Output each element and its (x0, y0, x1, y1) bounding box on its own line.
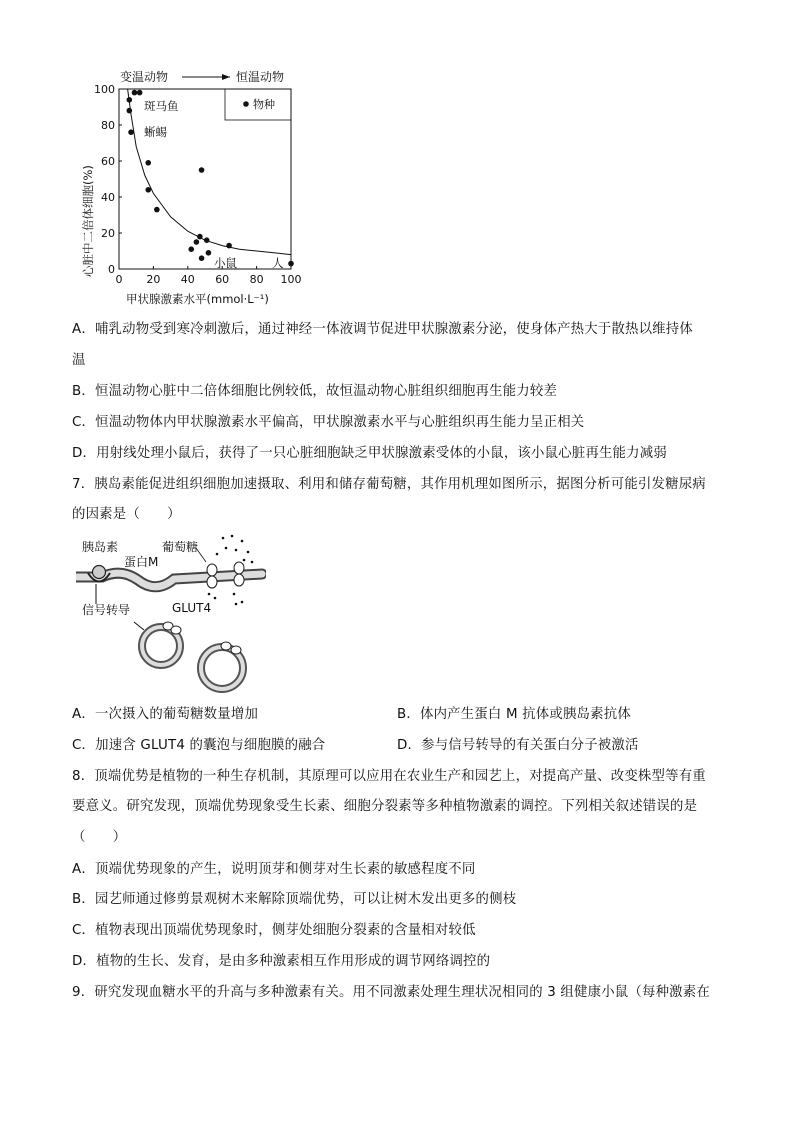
scatter-chart (72, 64, 312, 310)
data-point (132, 90, 138, 96)
q8-stem-line2: 要意义。研究发现，顶端优势现象受生长素、细胞分裂素等多种植物激素的调控。下列相关叙述错误的是 (72, 799, 698, 814)
x-axis-label: 甲状腺激素水平(mmol·L⁻¹) (126, 292, 269, 306)
data-point (199, 255, 205, 261)
x-tick-label: 20 (146, 273, 161, 286)
annot-zebrafish: 斑马鱼 (144, 99, 179, 113)
q7-option-c: C．加速含 GLUT4 的囊泡与细胞膜的融合 (72, 738, 326, 753)
data-point (154, 207, 160, 213)
x-tick-label: 40 (180, 273, 195, 286)
label-protein-m: 蛋白M (124, 555, 159, 569)
y-tick-label: 60 (101, 155, 115, 168)
annot-mouse: 小鼠 (214, 256, 237, 270)
q8-stem-line3: （ ） (72, 830, 127, 845)
annot-human: 人 (272, 256, 284, 270)
q6-option-a-line1: A．哺乳动物受到寒冷刺激后，通过神经一体液调节促进甲状腺激素分泌，使身体产热大于散热以维持体 (72, 322, 693, 337)
label-glucose: 葡萄糖 (162, 540, 199, 554)
y-axis (94, 83, 122, 276)
label-glut4: GLUT4 (172, 601, 212, 615)
q8-option-c: C．植物表现出顶端优势现象时，侧芽处细胞分裂素的含量相对较低 (72, 923, 476, 938)
label-endotherm: 恒温动物 (236, 70, 285, 84)
data-point (145, 187, 151, 193)
q6-option-d: D．用射线处理小鼠后，获得了一只心脏细胞缺乏甲状腺激素受体的小鼠，该小鼠心脏再生能力减弱 (72, 446, 667, 461)
data-point (197, 234, 203, 240)
y-tick-label: 0 (108, 263, 115, 276)
q7-option-d: D．参与信号转导的有关蛋白分子被激活 (397, 738, 639, 753)
data-point (128, 129, 134, 135)
data-point (206, 250, 212, 256)
q8-stem-line1: 8．顶端优势是植物的一种生存机制，其原理可以应用在农业生产和园艺上，对提高产量、改变株型等有重 (72, 769, 706, 784)
data-points (127, 90, 294, 267)
data-point (127, 108, 133, 114)
y-tick-label: 100 (94, 83, 115, 96)
q6-option-b: B．恒温动物心脏中二倍体细胞比例较低，故恒温动物心脏组织细胞再生能力较差 (72, 384, 558, 399)
q9-stem-line1: 9．研究发现血糖水平的升高与多种激素有关。用不同激素处理生理状况相同的 3 组健康小鼠（每种激素在 (72, 985, 710, 1000)
data-point (145, 160, 151, 166)
x-tick-label: 60 (215, 273, 230, 286)
insulin-mechanism-diagram (76, 532, 266, 698)
x-tick-label: 80 (249, 273, 264, 286)
q8-option-a: A．顶端优势现象的产生，说明顶芽和侧芽对生长素的敏感程度不同 (72, 862, 476, 877)
q6-option-c: C．恒温动物体内甲状腺激素水平偏高，甲状腺激素水平与心脏组织再生能力呈正相关 (72, 415, 585, 430)
y-axis-label: 心脏中二倍体细胞(%) (81, 165, 95, 277)
data-point (194, 239, 200, 245)
x-tick-label: 0 (115, 273, 123, 286)
q6-option-a-line2: 温 (72, 353, 86, 368)
data-point (199, 167, 205, 173)
y-tick-label: 40 (101, 191, 115, 204)
q7-stem-line1: 7．胰岛素能促进组织细胞加速摄取、利用和储存葡萄糖，其作用机理如图所示，据图分析可能引发糖尿病 (72, 477, 706, 492)
data-point (226, 243, 232, 249)
data-point (204, 237, 210, 243)
label-signal: 信号转导 (82, 603, 131, 617)
q7-stem-line2: 的因素是（ ） (72, 507, 181, 522)
legend-marker (243, 101, 249, 107)
annot-lizard: 蜥蜴 (144, 125, 167, 139)
insulin-molecule (93, 566, 106, 579)
q7-option-a: A．一次摄入的葡萄糖数量增加 (72, 707, 259, 722)
q8-option-b: B．园艺师通过修剪景观树木来解除顶端优势，可以让树木发出更多的侧枝 (72, 892, 517, 907)
label-ectotherm: 变温动物 (120, 70, 169, 84)
fit-curve (128, 89, 291, 255)
data-point (127, 97, 133, 103)
legend-label: 物种 (253, 98, 275, 111)
x-tick-label: 100 (280, 273, 302, 286)
y-tick-label: 20 (101, 227, 115, 240)
y-tick-label: 80 (101, 119, 115, 132)
q7-option-b: B．体内产生蛋白 M 抗体或胰岛素抗体 (397, 707, 631, 722)
data-point (188, 246, 194, 252)
data-point (288, 261, 294, 267)
label-insulin: 胰岛素 (82, 540, 119, 554)
q8-option-d: D．植物的生长、发育，是由多种激素相互作用形成的调节网络调控的 (72, 954, 491, 969)
data-point (137, 90, 143, 96)
